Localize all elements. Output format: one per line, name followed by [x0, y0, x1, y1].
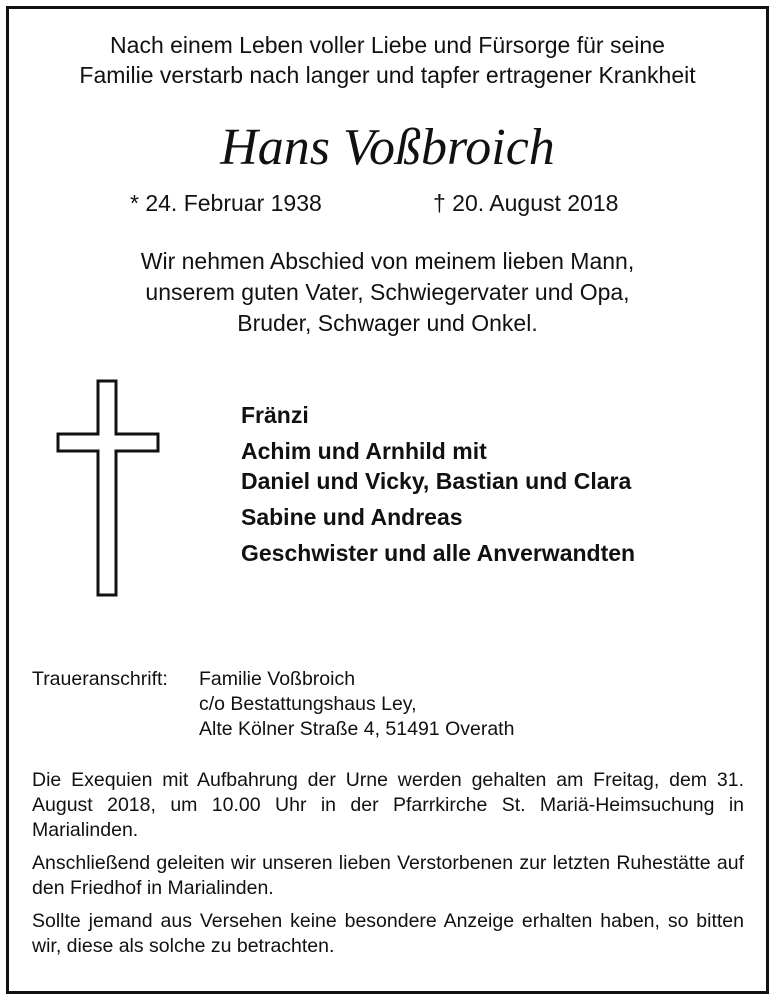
mourner-line: Achim und Arnhild mit — [241, 438, 487, 464]
paragraph-burial: Anschließend geleiten wir unseren lieben Verstorbenen zur letzten Ruhestätte auf den Friedhof in Marialinden. — [32, 852, 744, 899]
intro-line: Nach einem Leben voller Liebe und Fürsorge für seine — [110, 32, 665, 58]
death-date: † 20. August 2018 — [433, 190, 619, 216]
mourner-line: Fränzi — [241, 402, 309, 428]
service-details — [32, 768, 744, 967]
farewell-line: Bruder, Schwager und Onkel. — [237, 310, 538, 336]
mourner-group — [241, 502, 635, 532]
cross-icon — [56, 379, 160, 597]
mourner-group — [241, 538, 635, 568]
intro-text — [0, 30, 775, 90]
address-label: Traueranschrift: — [32, 668, 168, 690]
farewell-line: unserem guten Vater, Schwiegervater und Opa, — [145, 279, 630, 305]
paragraph-notice: Sollte jemand aus Versehen keine besondere Anzeige erhalten haben, so bitten wir, diese als solche zu betrachten. — [32, 910, 744, 957]
mourner-line: Geschwister und alle Anverwandten — [241, 540, 636, 566]
mourner-group — [241, 400, 635, 430]
farewell-line: Wir nehmen Abschied von meinem lieben Mann, — [140, 248, 635, 274]
mourning-address — [32, 667, 514, 742]
birth-date: * 24. Februar 1938 — [130, 190, 322, 216]
farewell-text — [0, 246, 775, 339]
address-line: Alte Kölner Straße 4, 51491 Overath — [199, 718, 515, 740]
mourner-line: Sabine und Andreas — [241, 504, 463, 530]
address-lines — [199, 667, 514, 742]
paragraph-exequies: Die Exequien mit Aufbahrung der Urne werden gehalten am Freitag, dem 31. August 2018, um 10.00 Uhr in der Pfarrkirche St. Mariä-Heimsuchung in Marialinden. — [32, 769, 744, 841]
intro-line: Familie verstarb nach langer und tapfer ertragener Krankheit — [79, 62, 696, 88]
address-line: Familie Voßbroich — [199, 668, 356, 690]
mourner-group — [241, 436, 635, 496]
mourner-line: Daniel und Vicky, Bastian und Clara — [241, 468, 632, 494]
mourners-list — [241, 400, 635, 574]
deceased-name: Hans Voßbroich — [220, 119, 555, 176]
address-line: c/o Bestattungshaus Ley, — [199, 693, 417, 715]
